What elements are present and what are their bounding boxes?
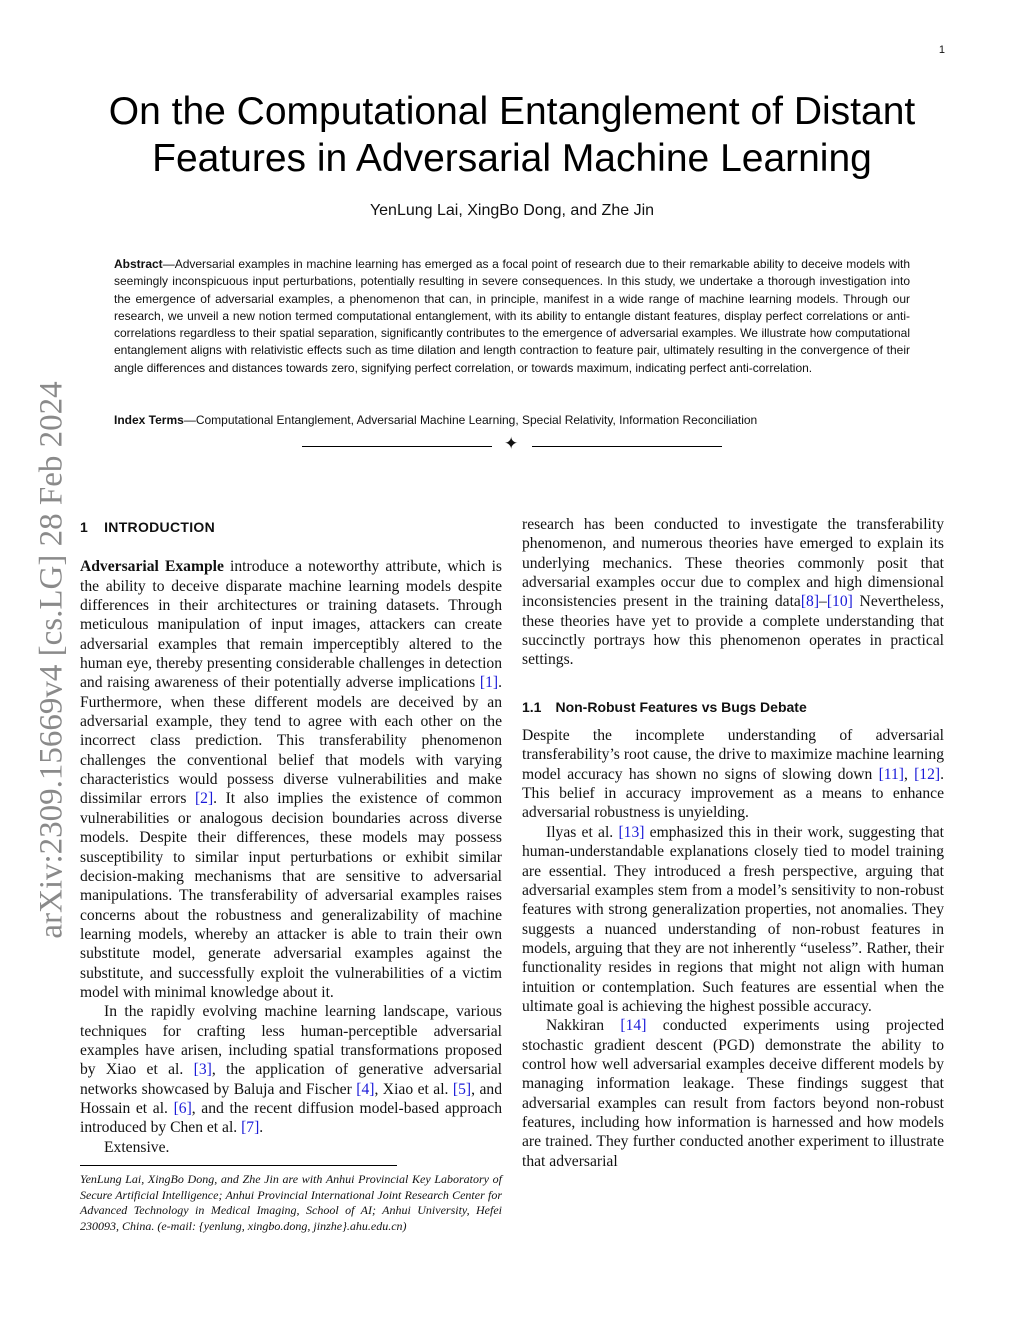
section-heading-introduction: [80, 518, 502, 537]
citation-12[interactable]: [12]: [914, 765, 941, 783]
sub-p3-text-b: conducted experiments using projected stochastic gradient descent (PGD) demonstrate the ability to control how well adversarial examples deceive different models by managing information leakage. These findings suggest that adversarial examples can result from factors beyond non-robust features, including how information is harnessed and how models are trained. They further conducted another experiment to illustrate that adversarial: [522, 1017, 944, 1170]
citation-13[interactable]: [13]: [618, 823, 645, 841]
citation-3[interactable]: [3]: [193, 1061, 212, 1079]
section-number: 1: [80, 519, 89, 535]
abstract-text: —Adversarial examples in machine learning has emerged as a focal point of research due to their remarkable ability to deceive models with seemingly inconspicuous input perturbations, potentially resulting in severe consequences. In this study, we undertake a thorough investigation into the emergence of adversarial examples, a phenomenon that can, in principle, manifest in a wide range of machine learning models. Through our research, we unveil a new notion termed computational entanglement, with its ability to entangle distant features, display perfect correlations or anti-correlations regardless to their spatial separation, significantly contributes to the emergence of adversarial examples. We illustrate how computational entanglement aligns with relativistic effects such as time dilation and length contraction to feature pair, ultimately resulting in the convergence of their angle differences and distances towards zero, signifying perfect correlation, or towards maximum, indicating perfect anti-correlation.: [114, 257, 910, 375]
author-affiliation-footnote: YenLung Lai, XingBo Dong, and Zhe Jin are with Anhui Provincial Key Laboratory of Secure Artificial Intelligence; Anhui Provincial International Joint Research Center for Advanced Technology in Medical Imaging, School of AI; Anhui University, Hefei 230093, China. (e-mail: {yenlung, xingbo.dong, jinzhe}.ahu.edu.cn): [80, 1172, 502, 1233]
author-list: YenLung Lai, XingBo Dong, and Zhe Jin: [369, 202, 655, 219]
sub-p1-text-b: . This belief in accuracy improvement as a means to enhance adversarial robustness is unyielding.: [522, 765, 944, 822]
separator-line-left: [302, 446, 492, 447]
citation-separator: ,: [903, 765, 915, 783]
intro-p3-text-b: .: [165, 1138, 170, 1156]
citation-11[interactable]: [11]: [878, 765, 904, 783]
intro-p3-text-a: research has been conducted to investigate the transferability phenomenon, and numerous theories have emerged to explain its underlying mechanics. These theories commonly posit that adversarial examples occur due to complex and high dimensional inconsistencies present in the training data: [522, 516, 944, 611]
index-terms-label: Index Terms: [114, 413, 184, 427]
subsection-title: Non-Robust Features vs Bugs Debate: [555, 698, 807, 715]
citation-8[interactable]: [8]: [800, 593, 820, 611]
intro-p2-text-a: In the rapidly evolving machine learning landscape, various techniques for crafting less human-perceptible adversarial examples have arisen, including spatial transformations proposed by Xiao et al.: [80, 1003, 502, 1079]
intro-p3-text-b: Nevertheless, these theories have yet to provide a complete understanding that succinctly portrays how this phenomenon operates in practical settings.: [522, 593, 944, 669]
subsection-paragraph-2: [522, 823, 944, 1016]
intro-p2-text-f: .: [259, 1119, 264, 1137]
citation-1[interactable]: [1]: [479, 674, 499, 692]
intro-p2-text-c: , Xiao et al.: [374, 1080, 453, 1098]
intro-p1-text-c: . It also implies the existence of common vulnerabilities or analogous decision boundaries across diverse models. Despite their differences, these models may possess susceptibility to similar input perturbations or exhibit similar decision-making mechanisms that are sensitive to adversarial manipulations. The transferability of adversarial examples raises concerns about the robustness and generalizability of machine learning models, whereby an attacker is able to train their own substitute model, generate adversarial examples against the substitute, and successfully exploit the vulnerabilities of a victim model with minimal knowledge about it.: [80, 790, 502, 1001]
intro-p2-text-d: , and Hossain et al.: [80, 1080, 502, 1117]
subsection-paragraph-3: [522, 1016, 944, 1171]
sub-p2-text-b: emphasized this in their work, suggesting that human-understandable explanations closely tied to model training are essential. They introduced a fresh perspective, arguing that adversarial examples stem from a model’s sensitivity to non-robust features with strong generalization properties, not anomalies. They suggests a nuanced understanding of non-robust features in models, arguing that they are not inherently “useless”. Rather, their functionality resides in regions that might not align with human intuition or contemplation. Such features are essential when the ultimate goal is achieving the highest possible accuracy.: [522, 823, 944, 1015]
citation-7[interactable]: [7]: [241, 1119, 260, 1137]
subsection-paragraph-1: [522, 726, 944, 823]
citation-10[interactable]: [10]: [826, 593, 853, 611]
citation-14[interactable]: [14]: [620, 1017, 647, 1035]
intro-paragraph-2: [80, 1002, 502, 1137]
citation-range-dash: –: [819, 593, 827, 611]
intro-p1-text-b: . Furthermore, when these different models are deceived by an adversarial example, they tend to agree with each other on the incorrect class prediction. This transferability phenomenon challenges the conventional belief that models with varying characteristics would possess diverse vulnerabilities and make dissimilar errors: [80, 674, 502, 808]
section-separator: [302, 434, 722, 454]
sub-p2-text-a: Ilyas et al.: [546, 823, 619, 841]
index-terms-text: —Computational Entanglement, Adversarial Machine Learning, Special Relativity, Information Reconciliation: [183, 413, 758, 427]
paper-title: On the Computational Entanglement of Distant Features in Adversarial Machine Learning: [108, 90, 916, 180]
abstract: [114, 256, 910, 377]
page-number: 1: [938, 44, 945, 56]
section-title: INTRODUCTION: [104, 519, 216, 535]
separator-line-right: [532, 446, 722, 447]
index-terms: [114, 412, 910, 429]
intro-paragraph-3: [80, 1138, 502, 1157]
intro-p2-text-e: , and the recent diffusion model-based approach introduced by Chen et al.: [80, 1099, 502, 1137]
intro-p2-text-b: , the application of generative adversarial networks showcased by Baluja and Fischer: [80, 1061, 502, 1098]
intro-paragraph-3-continued: [522, 515, 944, 670]
intro-p1-text-a: introduce a noteworthy attribute, which is the ability to deceive disparate machine learning models despite differences in their architectures or training datasets. Through meticulous manipulation of input images, attackers can create adversarial examples that remain imperceptibly altered to the human eye, thereby presenting considerable challenges in detection and raising awareness of their potentially adverse implications: [80, 558, 502, 692]
intro-p3-text-a: Extensive: [104, 1138, 166, 1156]
citation-4[interactable]: [4]: [356, 1080, 375, 1098]
footnote-rule: [80, 1165, 397, 1166]
citation-2[interactable]: [2]: [194, 790, 214, 808]
sub-p1-text-a: Despite the incomplete understanding of adversarial transferability’s root cause, the drive to maximize machine learning model accuracy has shown no signs of slowing down: [522, 727, 944, 783]
sub-p3-text-a: Nakkiran: [546, 1017, 621, 1035]
citation-5[interactable]: [5]: [452, 1080, 472, 1098]
intro-paragraph-1: [80, 557, 502, 1002]
right-column: [522, 515, 944, 1171]
intro-lead-term: Adversarial Example: [80, 558, 224, 576]
arxiv-identifier-stamp: arXiv:2309.15669v4 [cs.LG] 28 Feb 2024: [33, 381, 70, 939]
abstract-label: Abstract: [114, 257, 163, 271]
separator-star-icon: ✦: [504, 434, 519, 454]
citation-6[interactable]: [6]: [173, 1099, 192, 1117]
left-column: [80, 515, 502, 1157]
subsection-heading-non-robust-features: [522, 698, 944, 717]
subsection-number: 1.1: [522, 698, 542, 715]
